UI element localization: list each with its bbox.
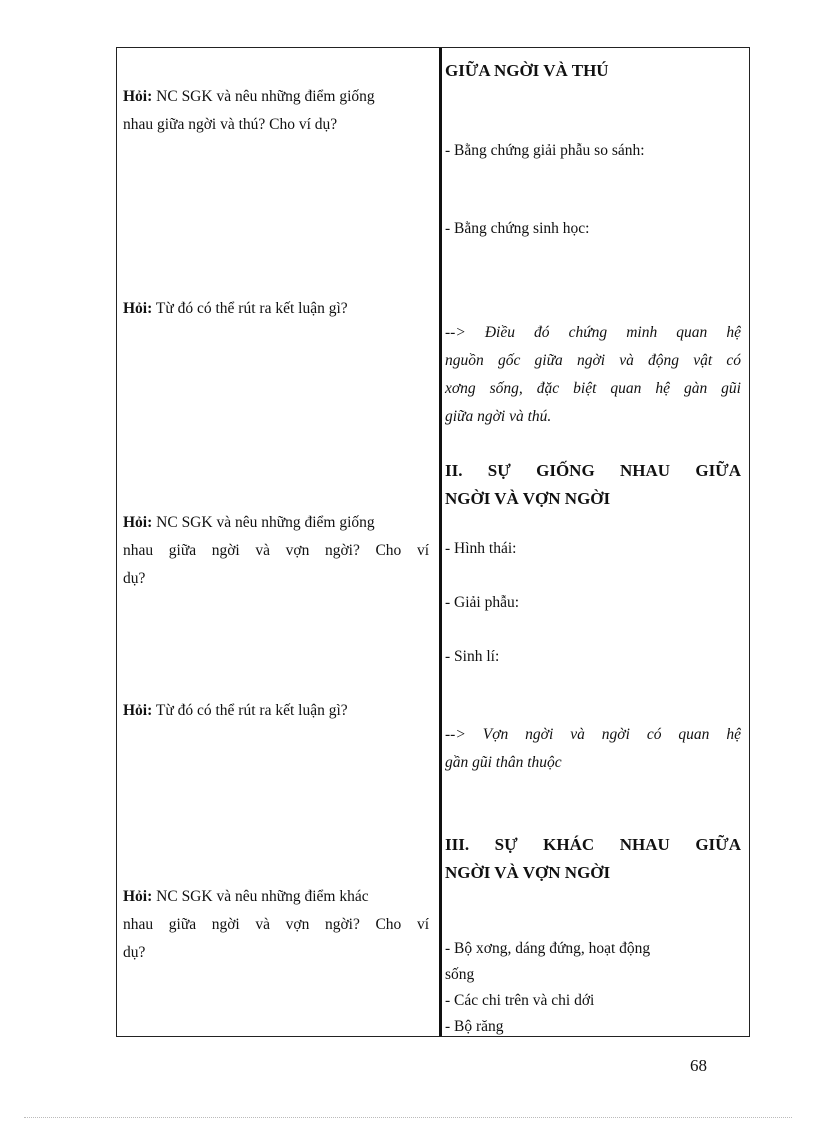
conclusion-2-line-2: gần gũi thân thuộc [445,754,562,771]
question-3-line-1: Hỏi: NC SGK và nêu những điểm giống [123,514,375,531]
section-heading-3-line-1: III. SỰ KHÁC NHAU GIỮA [445,835,741,854]
item-skeleton-line-1: - Bộ xơng, dáng đứng, hoạt động [445,940,651,957]
section-heading-2-line-2: NGỜI VÀ VỢN NGỜI [445,489,611,508]
conclusion-1-line-1: --> Điều đó chứng minh quan hệ [445,324,741,341]
item-biology-evidence: - Bằng chứng sinh học: [445,220,590,237]
section-heading-2-line-1: II. SỰ GIỐNG NHAU GIỮA [445,461,741,480]
column-divider [439,48,442,1036]
question-1-line-2: nhau giữa ngời và thú? Cho ví dụ? [123,116,338,133]
question-2: Hỏi: Từ đó có thể rút ra kết luận gì? [123,300,348,317]
item-skeleton-line-2: sống [445,966,475,983]
section-heading-1: GIỮA NGỜI VÀ THÚ [445,61,609,80]
question-5-line-2: nhau giữa ngời và vợn ngời? Cho ví [123,916,429,933]
content-table [116,47,750,1037]
conclusion-1-line-4: giữa ngời và thú. [445,408,552,425]
question-1-line-1: Hỏi: NC SGK và nêu những điểm giống [123,88,375,105]
item-physiology: - Sinh lí: [445,648,500,665]
item-anatomy-evidence: - Bằng chứng giải phẫu so sánh: [445,142,645,159]
question-3-line-2: nhau giữa ngời và vợn ngời? Cho ví [123,542,429,559]
question-5-line-3: dụ? [123,944,146,961]
conclusion-1-line-2: nguồn gốc giữa ngời và động vật có [445,352,741,369]
question-5-line-1: Hỏi: NC SGK và nêu những điểm khác [123,888,369,905]
item-teeth: - Bộ răng [445,1018,504,1035]
item-limbs: - Các chi trên và chi dới [445,992,595,1009]
item-morphology: - Hình thái: [445,540,517,557]
section-heading-3-line-2: NGỜI VÀ VỢN NGỜI [445,863,611,882]
conclusion-1-line-3: xơng sống, đặc biệt quan hệ gàn gũi [445,380,741,397]
page-number: 68 [690,1056,707,1075]
footer-rule [24,1117,792,1118]
question-4: Hỏi: Từ đó có thể rút ra kết luận gì? [123,702,348,719]
conclusion-2-line-1: --> Vợn ngời và ngời có quan hệ [445,726,741,743]
item-anatomy: - Giải phẫu: [445,594,520,611]
question-3-line-3: dụ? [123,570,146,587]
